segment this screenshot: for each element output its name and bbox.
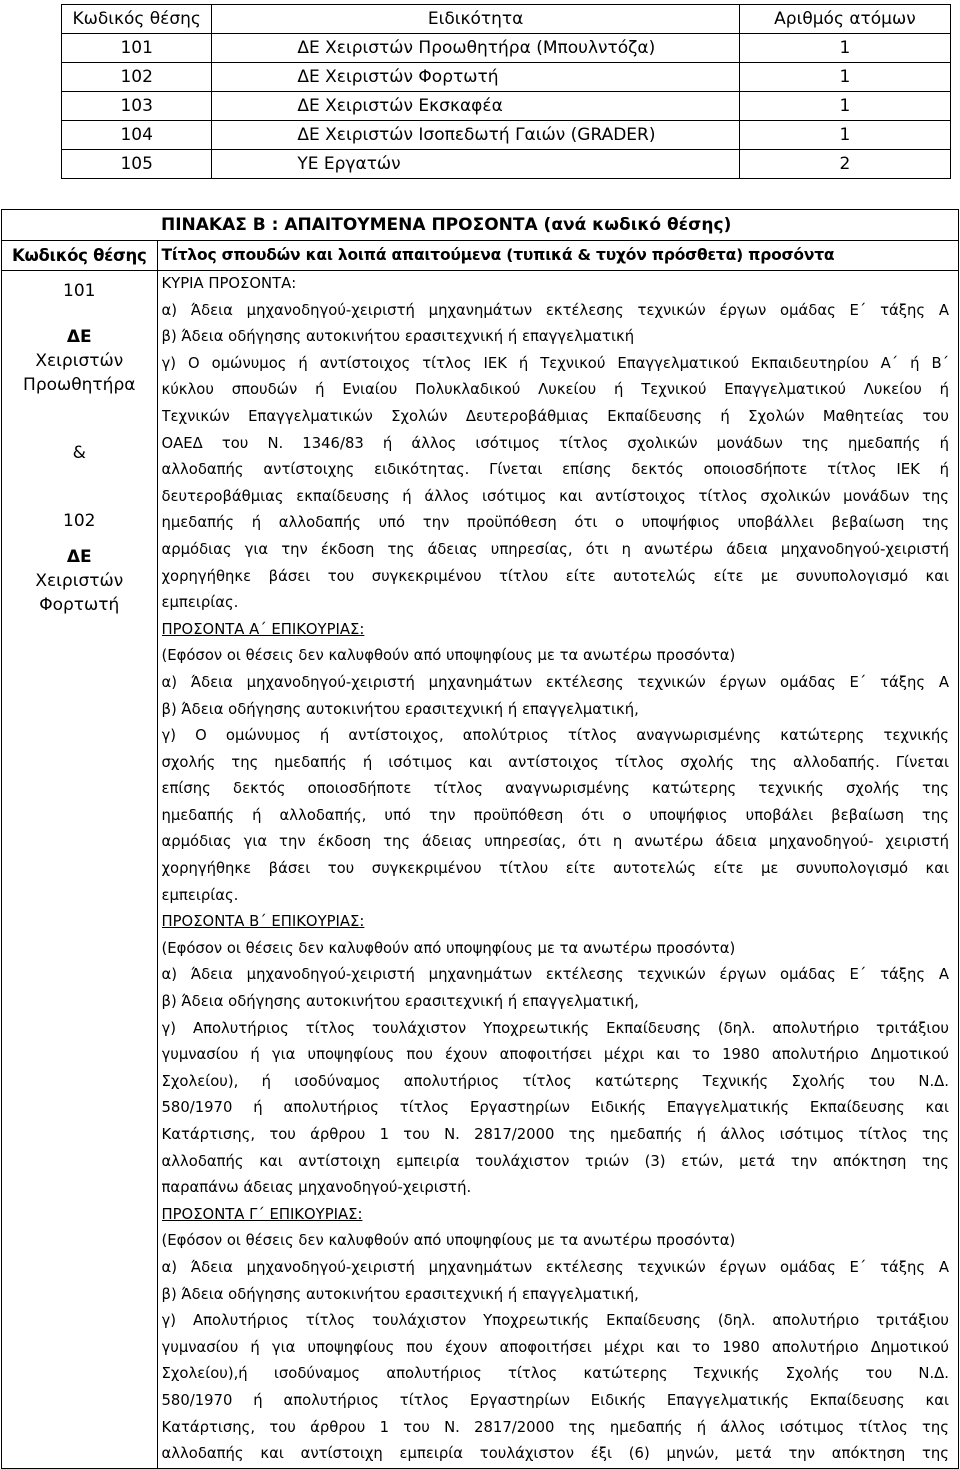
text-line: (Εφόσον οι θέσεις δεν καλυφθούν από υποψηφίους με τα ανωτέρω προσόντα) xyxy=(161,939,736,957)
row-code: 102 xyxy=(62,63,212,92)
text-line: γυμνασίου ή για υποψηφίους που έχουν αποφοιτήσει μέχρι και το 1980 απολυτήριο Δημοτικού xyxy=(161,1338,949,1356)
text-line: αλλοδαπής και αντίστοιχη εμπειρία τουλάχιστον έξι (6) μηνών, μετά την απόκτηση της xyxy=(161,1445,949,1463)
row-count: 1 xyxy=(739,34,950,63)
text-line: Κατάρτισης, του άρθρου 1 του Ν. 2817/2000 της ημεδαπής ή άλλος ισότιμος τίτλος της xyxy=(161,1418,949,1436)
text-line: κύκλου σπουδών ή Ενιαίου Πολυκλαδικού Λυκείου ή Τεχνικού Επαγγελματικού Λυκείου ή xyxy=(161,381,949,399)
text-line: εμπειρίας. xyxy=(161,594,239,612)
text-line: Σχολείου), ή ισοδύναμος απολυτήριος τίτλος κατώτερης Τεχνικής Σχολής του Ν.Δ. xyxy=(161,1072,949,1090)
specialty-line: Χειριστών xyxy=(35,571,124,591)
text-line: α) Άδεια μηχανοδηγού-χειριστή μηχανημάτων εκτέλεσης τεχνικών έργων ομάδας Ε΄ τάξης Α xyxy=(161,301,949,319)
specialty-line: Προωθητήρα xyxy=(23,375,136,395)
text-line: αλλοδαπής αντίστοιχης ειδικότητας. Γίνεται επίσης δεκτός οποιοσδήποτε τίτλος ΙΕΚ ή xyxy=(161,461,949,479)
text-line: ΟΑΕΔ του Ν. 1346/83 ή άλλος ισότιμος τίτλος σχολικών μονάδων της ημεδαπής ή xyxy=(161,434,949,452)
table-b-title-row xyxy=(2,210,959,241)
qualifications-lines xyxy=(162,271,950,1468)
text-line: β) Άδεια οδήγησης αυτοκινήτου ερασιτεχνική ή επαγγελματική xyxy=(161,328,635,346)
section-heading: ΠΡΟΣΟΝΤΑ Β΄ ΕΠΙΚΟΥΡΙΑΣ: xyxy=(161,913,365,931)
section-heading: ΠΡΟΣΟΝΤΑ Α΄ ΕΠΙΚΟΥΡΙΑΣ: xyxy=(161,620,365,638)
position-code-102: 102 xyxy=(63,511,96,531)
row-specialty: ΔΕ Χειριστών Φορτωτή xyxy=(212,63,740,92)
position-codes-cell xyxy=(2,271,158,1469)
table-row xyxy=(62,121,951,150)
header-specialty: Ειδικότητα xyxy=(212,5,740,34)
text-line: γ) Απολυτήριος τίτλος τουλάχιστον Υποχρεωτικής Εκπαίδευσης (δηλ. απολυτήριο τριτάξιου xyxy=(161,1019,949,1037)
text-line: χορηγήθηκε βάσει του συγκεκριμένου τίτλου είτε αυτοτελώς είτε με συνυπολογισμό και xyxy=(161,567,949,585)
ampersand: & xyxy=(72,443,86,463)
text-line: γ) Ο ομώνυμος ή αντίστοιχος, απολύτριος τίτλος αναγνωρισμένης κατώτερης τεχνικής xyxy=(161,727,949,745)
header-count: Αριθμός ατόμων xyxy=(739,5,950,34)
text-line: (Εφόσον οι θέσεις δεν καλυφθούν από υποψηφίους με τα ανωτέρω προσόντα) xyxy=(161,1232,736,1250)
text-line: Τεχνικών Επαγγελματικών Σχολών Δευτεροβάθμιας Εκπαίδευσης ή Σχολών Μαθητείας του xyxy=(161,407,949,425)
row-count: 1 xyxy=(739,92,950,121)
text-line: γ) Ο ομώνυμος ή αντίστοιχος τίτλος ΙΕΚ ή Τεχνικού Επαγγελματικού Εκπαιδευτηρίου Α΄ ή Β΄ xyxy=(161,354,949,372)
text-line: αρμόδιας για την έκδοση της άδειας υπηρεσίας, ότι η ανωτέρω άδεια μηχανοδηγού- χειριστή xyxy=(161,833,949,851)
table-row xyxy=(62,150,951,179)
table-row xyxy=(62,92,951,121)
text-line: δευτεροβάθμιας εκπαίδευσης ή άλλος ισότιμος και αντίστοιχος τίτλος σχολικών μονάδων της xyxy=(161,487,949,505)
specialty-line: Χειριστών xyxy=(35,351,124,371)
row-count: 2 xyxy=(739,150,950,179)
text-line: Σχολείου),ή ισοδύναμος απολυτήριος τίτλος κατώτερης Τεχνικής Σχολής του Ν.Δ. xyxy=(161,1365,949,1383)
text-line: Κατάρτισης, του άρθρου 1 του Ν. 2817/2000 της ημεδαπής ή άλλος ισότιμος τίτλος της xyxy=(161,1126,949,1143)
text-line: εμπειρίας. xyxy=(161,886,239,904)
table-b-header-row xyxy=(2,241,959,271)
row-specialty: ΔΕ Χειριστών Προωθητήρα (Μπουλντόζα) xyxy=(212,34,740,63)
table-b-content-row xyxy=(2,271,959,1469)
specialty-line: Φορτωτή xyxy=(39,595,120,615)
position-code-101: 101 xyxy=(63,281,96,301)
text-line: χορηγήθηκε βάσει του συγκεκριμένου τίτλου είτε αυτοτελώς είτε με συνυπολογισμό και xyxy=(161,860,949,878)
column-header-qualifications: Τίτλος σπουδών και λοιπά απαιτούμενα (τυπικά & τυχόν πρόσθετα) προσόντα xyxy=(157,241,959,271)
row-count: 1 xyxy=(739,121,950,150)
text-line: ημεδαπής ή αλλοδαπής υπό την προϋπόθεση ότι ο υποψήφιος υποβάλλει βεβαίωση της xyxy=(161,514,949,532)
positions-table xyxy=(61,4,951,179)
row-specialty: ΔΕ Χειριστών Ισοπεδωτή Γαιών (GRADER) xyxy=(212,121,740,150)
text-line: β) Άδεια οδήγησης αυτοκινήτου ερασιτεχνική ή επαγγελματική, xyxy=(161,993,639,1011)
row-count: 1 xyxy=(739,63,950,92)
table-row xyxy=(62,34,951,63)
text-line: α) Άδεια μηχανοδηγού-χειριστή μηχανημάτων εκτέλεσης τεχνικών έργων ομάδας Ε΄ τάξης Α xyxy=(161,1258,949,1276)
text-line: α) Άδεια μηχανοδηγού-χειριστή μηχανημάτων εκτέλεσης τεχνικών έργων ομάδας Ε΄ τάξης Α xyxy=(161,966,949,984)
header-code: Κωδικός θέσης xyxy=(62,5,212,34)
row-code: 105 xyxy=(62,150,212,179)
text-line: γυμνασίου ή για υποψηφίους που έχουν αποφοιτήσει μέχρι και το 1980 απολυτήριο Δημοτικού xyxy=(161,1046,949,1064)
text-line: (Εφόσον οι θέσεις δεν καλυφθούν από υποψηφίους με τα ανωτέρω προσόντα) xyxy=(161,647,736,665)
text-line: 580/1970 ή απολυτήριος τίτλος Εργαστηρίων Ειδικής Επαγγελματικής Εκπαίδευσης και xyxy=(161,1391,949,1409)
text-line: αλλοδαπής και αντίστοιχη εμπειρία τουλάχιστον τριών (3) ετών, μετά την απόκτηση της xyxy=(161,1152,949,1170)
title-spacer xyxy=(2,210,158,241)
qualifications-table xyxy=(1,209,959,1469)
row-code: 103 xyxy=(62,92,212,121)
text-line: παραπάνω άδειας μηχανοδηγού-χειριστή. xyxy=(161,1179,472,1197)
row-code: 104 xyxy=(62,121,212,150)
row-specialty: ΔΕ Χειριστών Εκσκαφέα xyxy=(212,92,740,121)
table-b-title: ΠΙΝΑΚΑΣ Β : ΑΠΑΙΤΟΥΜΕΝΑ ΠΡΟΣΟΝΤΑ (ανά κωδικό θέσης) xyxy=(157,210,959,241)
specialty-de: ΔΕ xyxy=(66,547,92,567)
specialty-de: ΔΕ xyxy=(66,327,92,347)
table-row xyxy=(62,63,951,92)
text-line: β) Άδεια οδήγησης αυτοκινήτου ερασιτεχνική ή επαγγελματική, xyxy=(161,700,639,718)
text-line: 580/1970 ή απολυτήριος τίτλος Εργαστηρίων Ειδικής Επαγγελματικής Εκπαίδευσης και xyxy=(161,1099,949,1117)
text-line: ημεδαπής ή αλλοδαπής, υπό την προϋπόθεση ότι ο υποψήφιος υποβάλει βεβαίωση της xyxy=(161,806,949,824)
row-specialty: ΥΕ Εργατών xyxy=(212,150,740,179)
text-line: αρμόδιας για την έκδοση της άδειας υπηρεσίας, ότι η ανωτέρω άδεια μηχανοδηγού-χειριστή xyxy=(161,540,949,558)
column-header-code: Κωδικός θέσης xyxy=(2,241,158,271)
text-line: γ) Απολυτήριος τίτλος τουλάχιστον Υποχρεωτικής Εκπαίδευσης (δηλ. απολυτήριο τριτάξιου xyxy=(161,1312,949,1330)
positions-header-row xyxy=(62,5,951,34)
qualifications-text-cell xyxy=(157,271,959,1469)
section-heading: ΠΡΟΣΟΝΤΑ Γ΄ ΕΠΙΚΟΥΡΙΑΣ: xyxy=(161,1205,363,1223)
row-code: 101 xyxy=(62,34,212,63)
text-line: ΚΥΡΙΑ ΠΡΟΣΟΝΤΑ: xyxy=(161,275,297,292)
text-line: α) Άδεια μηχανοδηγού-χειριστή μηχανημάτων εκτέλεσης τεχνικών έργων ομάδας Ε΄ τάξης Α xyxy=(161,673,949,691)
text-line: β) Άδεια οδήγησης αυτοκινήτου ερασιτεχνική ή επαγγελματική, xyxy=(161,1285,639,1303)
text-line: σχολής της ημεδαπής ή ισότιμος και αντίστοιχος τίτλος σχολής της αλλοδαπής. Γίνεται xyxy=(161,753,949,771)
text-line: επίσης δεκτός οποιοσδήποτε τίτλος αναγνωρισμένης κατώτερης τεχνικής σχολής της xyxy=(161,780,949,798)
